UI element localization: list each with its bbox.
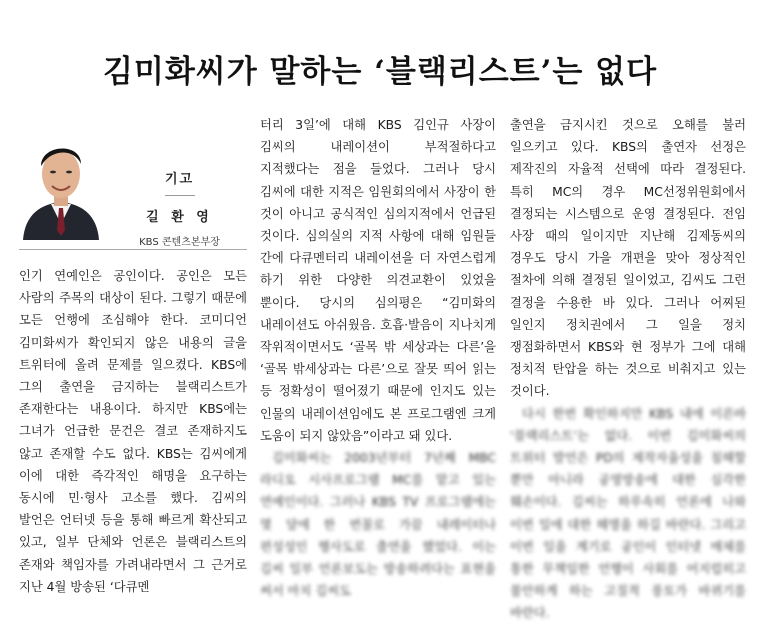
article-column-1 <box>19 265 247 594</box>
paragraph: 터리 3일’에 대해 KBS 김인규 사장이 김씨의 내레이션이 부적절하다고 지적했다는 점을 들었다. 그러나 당시 김씨에 대한 지적은 임원회의에서 사장이 한 것이 아니고 공식적인 심의지적에서 언급된 것이다. 심의실의 지적 사항에 대해 임원들 간에 다큐멘터리 내레이션을 더 자연스럽게 하기 위한 다양한 의견교환이 있었을 뿐이다. 당시의 심의평은 “김미화의 내레이션도 아쉬웠음. 호흡·발음이 지나치게 작위적이면서도 ‘골목 밖 세상과는 다른’을 ‘골목 밖세상과는 다른’으로 잘못 띄어 읽는 등 정확성이 떨어졌기 때문에 인지도 있는 인물의 내레이션임에도 본 프로그램엔 크게 도움이 되지 않았음”이라고 돼 있다. <box>260 118 496 443</box>
byline-separator <box>19 249 247 250</box>
byline <box>112 168 247 248</box>
section-label: 기고 <box>164 172 195 187</box>
byline-rule <box>165 195 195 196</box>
headline: 김미화씨가 말하는 ‘블랙리스트’는 없다 <box>102 54 658 90</box>
paragraph: 다시 한번 확인하지만 KBS 내에 이른바 ‘블랙리스트’는 없다. 이번 김미화씨의 트위터 발언은 PD의 제작자율성을 침해할 뿐만 아니라 공영방송에 대한 심각한 훼손이다. 김씨는 하루속히 언론에 나와 이번 일에 대한 해명을 하길 바란다. 그리고 이번 일을 계기로 공인이 인터넷 매체를 통한 무책임한 언행이 사회를 어지럽히고 불안하게 하는 고질적 풍토가 바뀌기를 바란다. <box>510 406 746 621</box>
author-title: KBS 콘텐츠본부장 <box>139 237 220 248</box>
article-column-2 <box>260 114 496 599</box>
paragraph: 출연을 금지시킨 것으로 오해를 불러 일으키고 있다. KBS의 출연자 선정은 제작진의 자율적 선택에 따라 결정된다. 특히 MC의 경우 MC선정위원회에서 결정되는 시스템으로 운영 결정된다. 전임 사장 때의 일이지만 지난해 김제동씨의 경우도 당시 가을 개편을 맞아 정상적인 절차에 의해 결정된 일이었고, 김씨도 그런 결정을 수용한 바 있다. 그러나 어찌된 일인지 정치권에서 그 일을 정치 쟁점화하면서 KBS와 현 정부가 그에 대해 정치적 탄압을 하는 것으로 비춰지고 있는 것이다. <box>510 118 746 399</box>
paragraph: 김미화씨는 2003년부터 7년째 MBC 라디오 시사프로그램 MC를 맡고 있는 연예인이다. 그러나 KBS TV 프로그램에는 몇 달에 한 번꼴로 가끔 내레이터나 편성성인 행사도로 출연을 했었다. 이는 김씨 일부 언론보도는 방송하려다는 표현을 써서 마치 김씨도 <box>260 451 496 599</box>
author-photo <box>19 118 103 240</box>
article-column-3 <box>510 114 746 621</box>
author-portrait-icon <box>19 118 103 240</box>
paragraph: 인기 연예인은 공인이다. 공인은 모든 사람의 주목의 대상이 된다. 그렇기 때문에 모든 언행에 조심해야 한다. 코미디언 김미화씨가 확인되지 않은 내용의 글을 트위터에 올려 문제를 일으켰다. KBS에 그의 출연을 금지하는 블랙리스트가 존재한다는 내용이다. 하지만 KBS에는 그녀가 언급한 문건은 결코 존재하지도 않고 존재할 수도 없다. KBS는 김씨에게 이에 대한 즉각적인 해명을 요구하는 동시에 민·형사 고소를 했다. 김씨의 발언은 언터넷 등을 통해 빠르게 확산되고 있고, 일부 단체와 언론은 블랙리스트의 존재와 책임자를 가려내라면서 그 근거로 지난 4월 방송된 ‘다큐멘 <box>19 269 247 594</box>
author-name: 길 환 영 <box>146 210 213 225</box>
